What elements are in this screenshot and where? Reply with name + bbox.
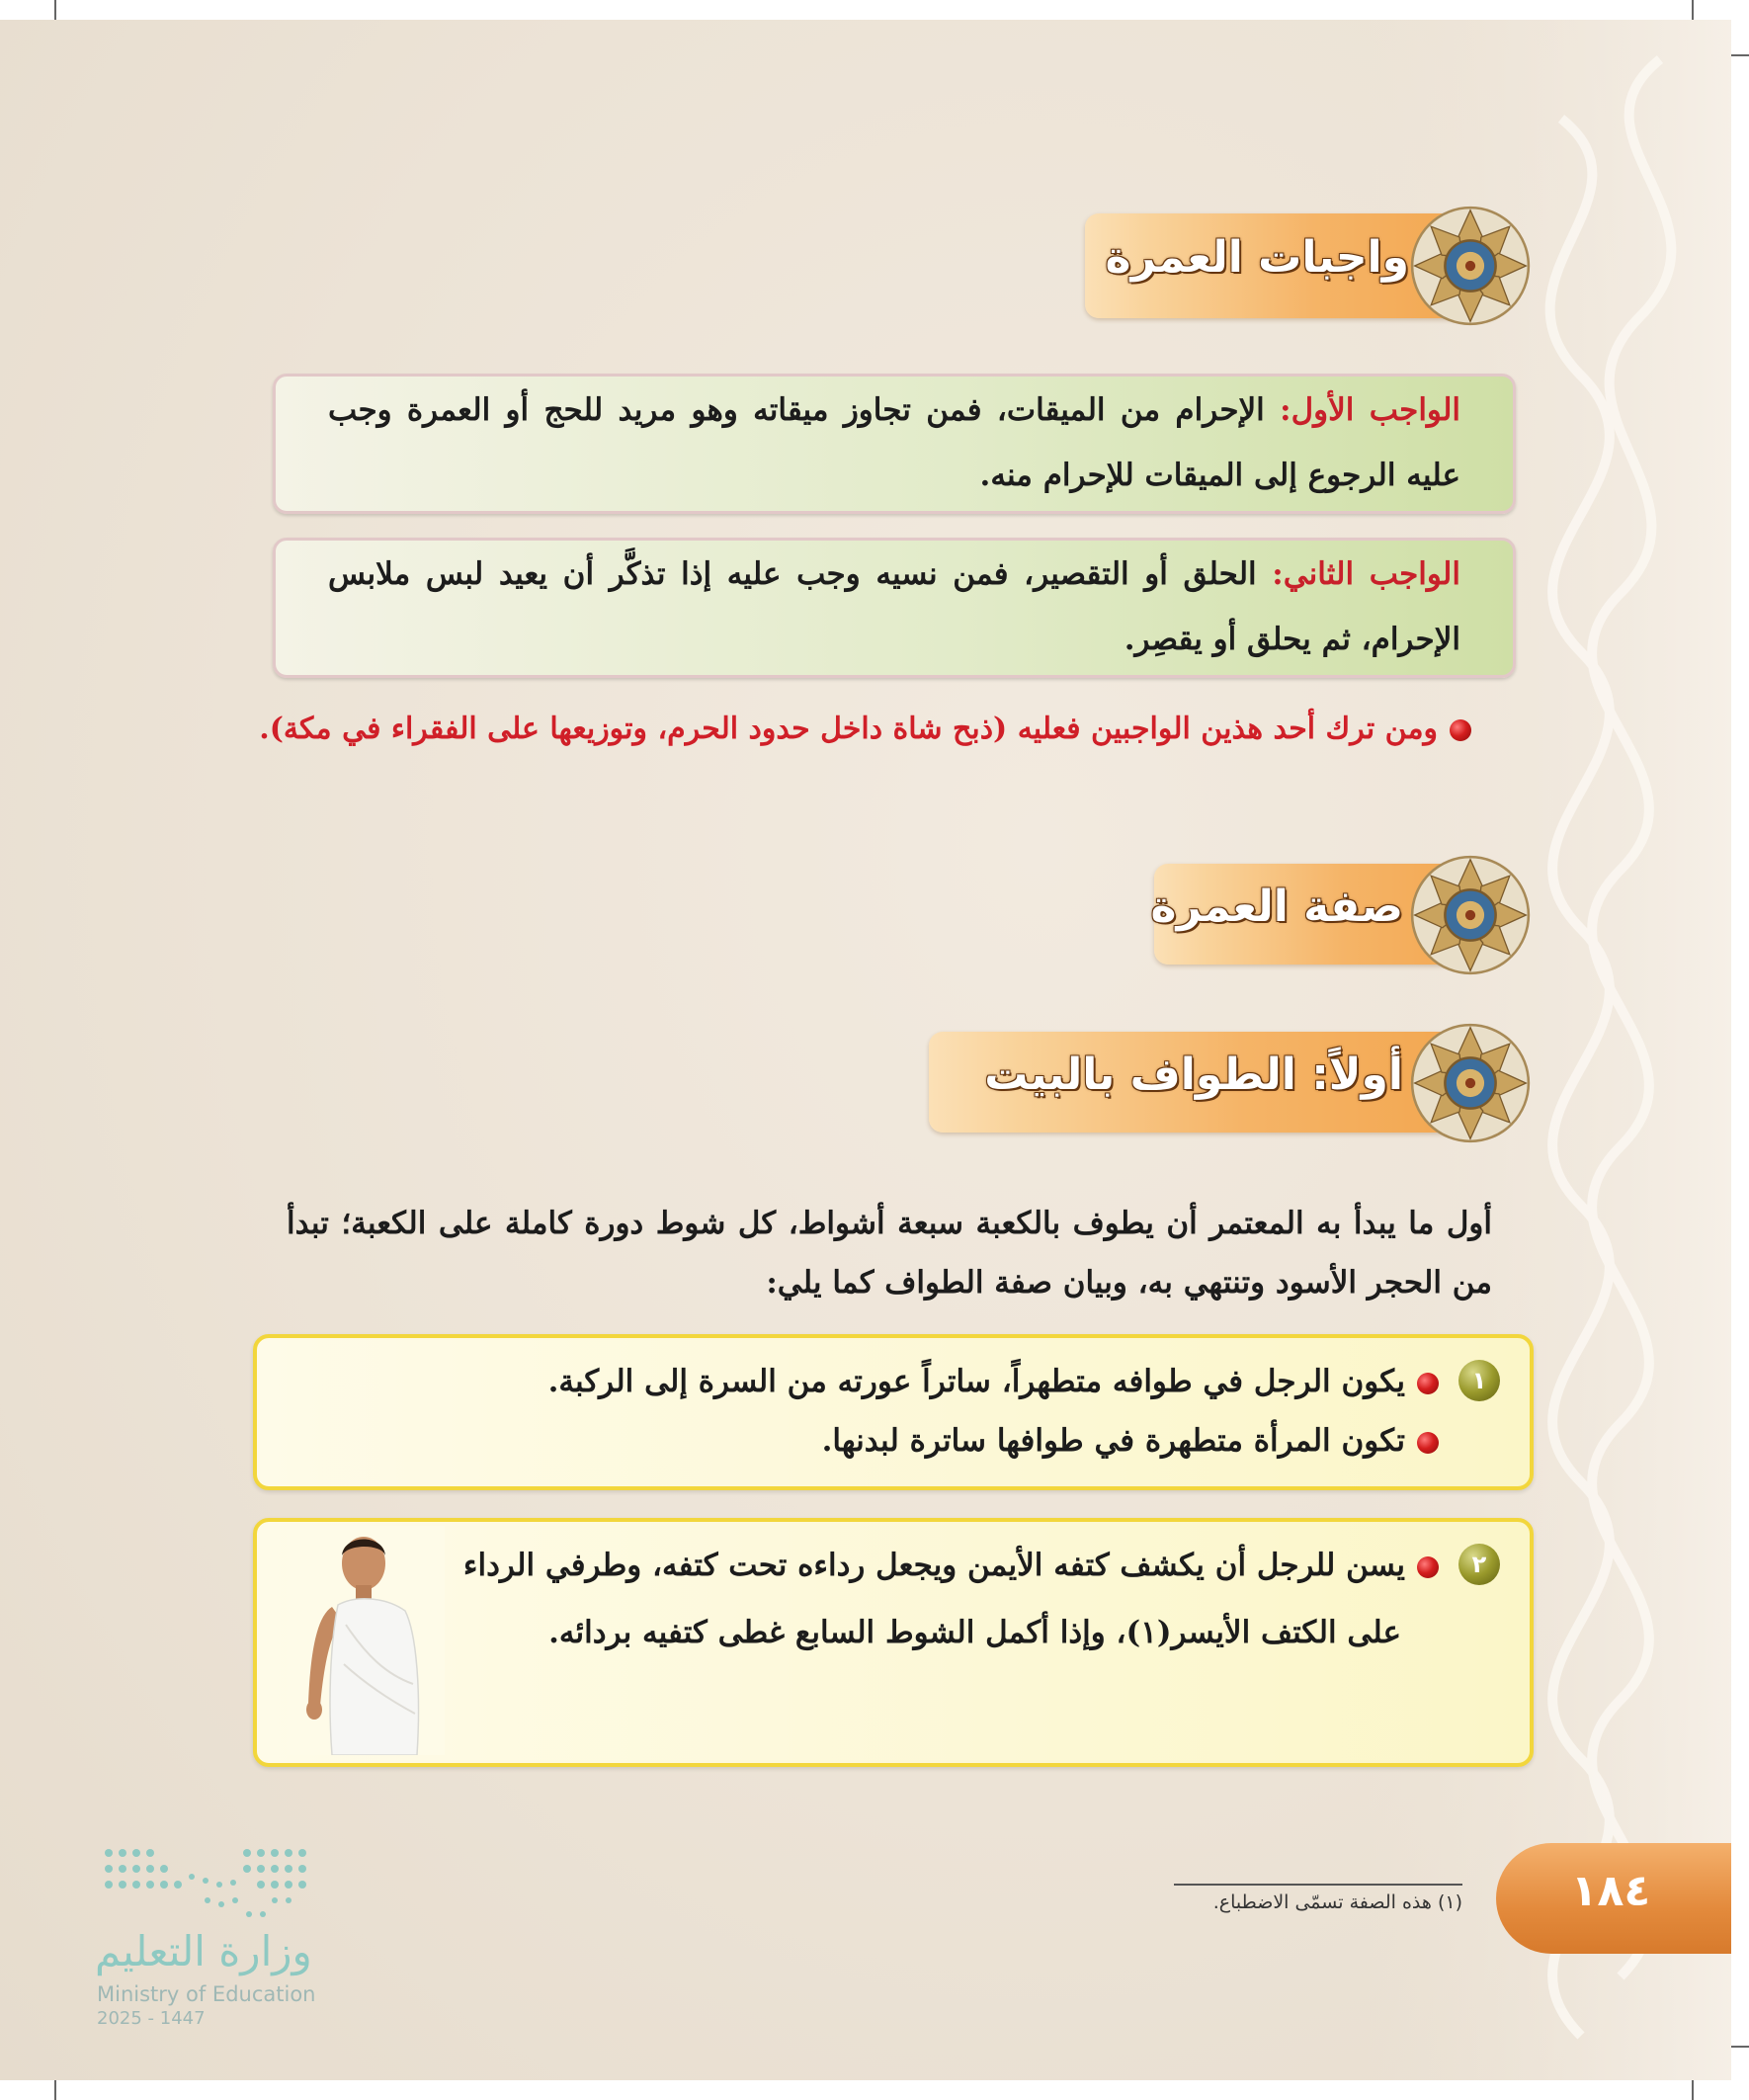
intro-paragraph: أول ما يبدأ به المعتمر أن يطوف بالكعبة سبعة أشواط، كل شوط دورة كاملة على الكعبة؛ تبدأ من الحجر الأسود وتنتهي به، وبيان صفة الطواف كما يلي: bbox=[287, 1206, 1492, 1301]
step-line bbox=[548, 1364, 1439, 1399]
step-box bbox=[253, 1334, 1534, 1490]
footnote: (١) هذه الصفة تسمّى الاضطباع. bbox=[1212, 1891, 1462, 1913]
textbook-page bbox=[0, 20, 1731, 2080]
duty-label: الواجب الأول: bbox=[1280, 392, 1461, 428]
footnote-rule bbox=[1174, 1884, 1462, 1886]
ministry-year: 2025 - 1447 bbox=[97, 2008, 206, 2029]
duty-text bbox=[328, 542, 1460, 672]
step-line-text: تكون المرأة متطهرة في طوافها ساترة لبدنها. bbox=[821, 1423, 1405, 1459]
duty-description: الحلق أو التقصير، فمن نسيه وجب عليه إذا تذكَّر أن يعيد لبس ملابس الإحرام، ثم يحلق أو يقصِر. bbox=[328, 556, 1460, 657]
step-line bbox=[822, 1423, 1439, 1459]
penalty-note-text: ومن ترك أحد هذين الواجبين فعليه (ذبح شاة داخل حدود الحرم، وتوزيعها على الفقراء في مكة). bbox=[259, 712, 1438, 746]
ministry-name-english: Ministry of Education bbox=[97, 1982, 316, 2006]
step-line-text: يسن للرجل أن يكشف كتفه الأيمن ويجعل رداءه تحت كتفه، وطرفي الرداء bbox=[462, 1548, 1405, 1583]
ministry-logo-dots bbox=[99, 1843, 316, 1922]
penalty-note bbox=[259, 712, 1471, 746]
page-number: ١٨٤ bbox=[1570, 1866, 1651, 1916]
step-line-text: على الكتف الأيسر(١)، وإذا أكمل الشوط السابع غطى كتفيه بردائه. bbox=[548, 1615, 1401, 1650]
step-line bbox=[463, 1548, 1439, 1583]
rosette-icon bbox=[1407, 852, 1534, 978]
bullet-icon bbox=[1450, 719, 1471, 741]
step-number-badge: ٢ bbox=[1458, 1544, 1500, 1585]
step-line-text: يكون الرجل في طوافه متطهراً، ساتراً عورته من السرة إلى الركبة. bbox=[547, 1364, 1405, 1399]
rosette-icon bbox=[1407, 203, 1534, 329]
step-number-badge: ١ bbox=[1458, 1360, 1500, 1401]
section-title: صفة العمرة bbox=[1150, 882, 1403, 932]
ministry-name-arabic: وزارة التعليم bbox=[95, 1927, 312, 1975]
bullet-icon bbox=[1417, 1373, 1439, 1394]
section-title: أولاً: الطواف بالبيت bbox=[984, 1050, 1403, 1100]
duty-text bbox=[328, 378, 1460, 508]
duty-label: الواجب الثاني: bbox=[1272, 556, 1460, 592]
man-in-ihram-illustration bbox=[287, 1526, 445, 1755]
bullet-icon bbox=[1417, 1556, 1439, 1578]
section-title: واجبات العمرة bbox=[1105, 232, 1409, 283]
bullet-icon bbox=[1417, 1432, 1439, 1454]
duty-description: الإحرام من الميقات، فمن تجاوز ميقاته وهو مريد للحج أو العمرة وجب عليه الرجوع إلى الميقات للإحرام منه. bbox=[328, 392, 1460, 493]
step-line bbox=[548, 1615, 1401, 1650]
rosette-icon bbox=[1407, 1020, 1534, 1146]
